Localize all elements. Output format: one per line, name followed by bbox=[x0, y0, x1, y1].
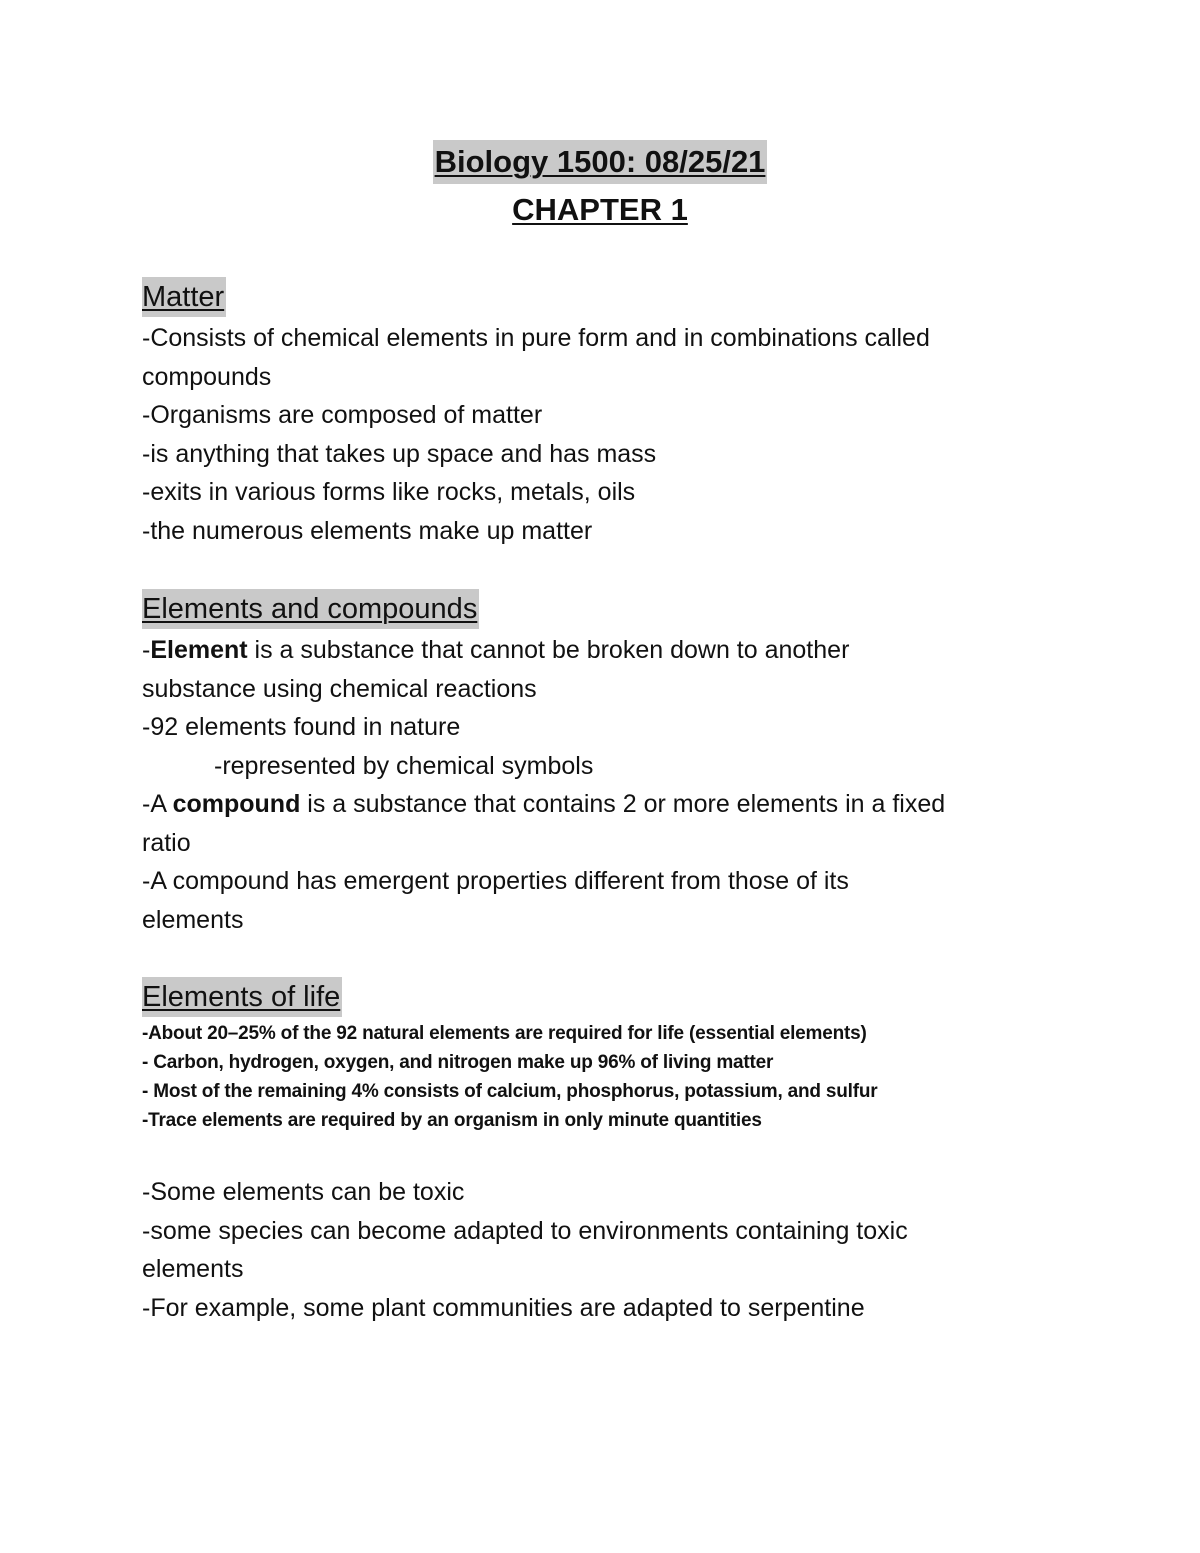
text-line: elements bbox=[142, 1255, 244, 1283]
text-line: -the numerous elements make up matter bbox=[142, 516, 593, 545]
text-line-small: -About 20–25% of the 92 natural elements are required for life (essential elements) bbox=[142, 1023, 867, 1044]
term-compound: compound bbox=[172, 790, 301, 818]
text-line-indented: -represented by chemical symbols bbox=[214, 751, 594, 780]
text-line: -92 elements found in nature bbox=[142, 713, 461, 741]
section-heading-elements-compounds: Elements and compounds bbox=[142, 589, 479, 629]
document-title: Biology 1500: 08/25/21 bbox=[433, 140, 768, 184]
section-heading-elements-of-life: Elements of life bbox=[142, 977, 342, 1017]
text-line: ratio bbox=[142, 828, 191, 857]
text-line: -Some elements can be toxic bbox=[142, 1178, 465, 1206]
text-line-small: - Carbon, hydrogen, oxygen, and nitrogen make up 96% of living matter bbox=[142, 1052, 774, 1073]
section-matter bbox=[142, 277, 1082, 550]
text-line: -some species can become adapted to environments containing toxic bbox=[142, 1216, 908, 1245]
text-line: -Element is a substance that cannot be broken down to another bbox=[142, 636, 850, 664]
text-line: -A compound is a substance that contains 2 or more elements in a fixed bbox=[142, 790, 946, 818]
chapter-title: CHAPTER 1 bbox=[512, 192, 688, 227]
text-line: -A compound has emergent properties different from those of its bbox=[142, 867, 849, 895]
text-line: -is anything that takes up space and has mass bbox=[142, 439, 657, 468]
text-line: elements bbox=[142, 905, 244, 934]
title-block bbox=[0, 140, 1200, 236]
section-elements-of-life bbox=[142, 977, 1082, 1135]
text-line-small: -Trace elements are required by an organism in only minute quantities bbox=[142, 1110, 762, 1131]
term-element: Element bbox=[150, 636, 248, 664]
text-line: -For example, some plant communities are adapted to serpentine bbox=[142, 1293, 865, 1322]
text-line: -exits in various forms like rocks, metals, oils bbox=[142, 478, 636, 506]
text-line-small: - Most of the remaining 4% consists of calcium, phosphorus, potassium, and sulfur bbox=[142, 1081, 878, 1102]
text-line: -Consists of chemical elements in pure form and in combinations called bbox=[142, 324, 930, 352]
section-heading-matter: Matter bbox=[142, 277, 226, 317]
text-line: -Organisms are composed of matter bbox=[142, 401, 543, 429]
section-elements-compounds bbox=[142, 589, 1082, 939]
section-toxic-elements bbox=[142, 1173, 1082, 1327]
text-line: substance using chemical reactions bbox=[142, 674, 537, 703]
text-line: compounds bbox=[142, 362, 272, 391]
